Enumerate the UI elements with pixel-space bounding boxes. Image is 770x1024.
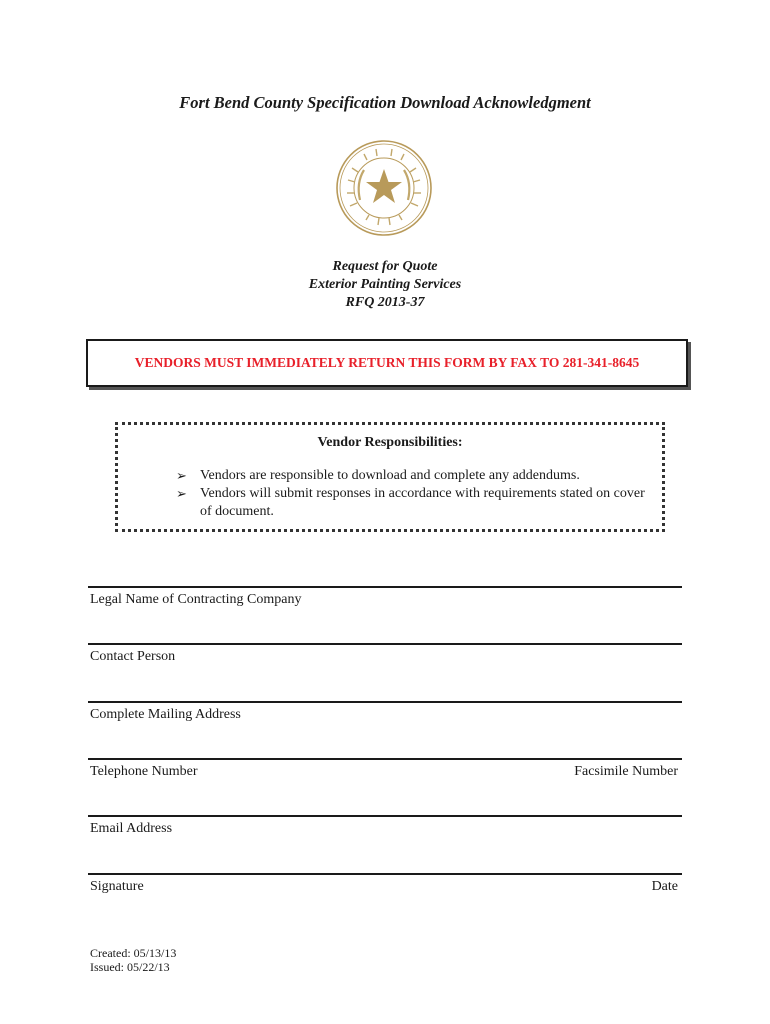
date-label: Date xyxy=(651,879,678,894)
vendor-responsibilities-box xyxy=(115,422,665,532)
list-item-text: Vendors will submit responses in accordance with requirements stated on cover of document. xyxy=(200,486,645,519)
telephone-label: Telephone Number xyxy=(90,764,198,779)
list-item-text: Vendors are responsible to download and complete any addendums. xyxy=(200,468,580,483)
list-item xyxy=(176,467,656,485)
document-title: Fort Bend County Specification Download Acknowledgment xyxy=(179,93,591,112)
arrow-bullet-icon: ➢ xyxy=(176,486,187,501)
responsibilities-heading: Vendor Responsibilities: xyxy=(317,435,463,450)
signature-label: Signature xyxy=(90,879,144,894)
rfq-service: Exterior Painting Services xyxy=(308,277,462,292)
rfq-number: RFQ 2013-37 xyxy=(345,295,425,310)
contact-person-field[interactable] xyxy=(88,643,682,664)
arrow-bullet-icon: ➢ xyxy=(176,468,187,483)
county-seal-icon xyxy=(334,138,434,238)
fax-notice-text: VENDORS MUST IMMEDIATELY RETURN THIS FORM BY FAX TO 281-341-8645 xyxy=(134,355,640,370)
created-date: Created: 05/13/13 xyxy=(90,946,177,960)
rfq-type: Request for Quote xyxy=(332,259,438,274)
issued-date: Issued: 05/22/13 xyxy=(90,960,170,974)
email-label: Email Address xyxy=(90,821,173,836)
signature-date-field[interactable] xyxy=(88,873,682,894)
legal-name-label: Legal Name of Contracting Company xyxy=(90,592,302,607)
facsimile-label: Facsimile Number xyxy=(574,764,678,779)
telephone-fax-field[interactable] xyxy=(88,758,682,779)
rfq-block xyxy=(0,258,770,312)
legal-name-field[interactable] xyxy=(88,586,682,607)
fax-notice-box xyxy=(86,339,688,387)
contact-person-label: Contact Person xyxy=(90,649,176,664)
responsibilities-list xyxy=(176,467,656,521)
list-item xyxy=(176,485,656,521)
document-footer xyxy=(90,946,176,974)
email-field[interactable] xyxy=(88,815,682,836)
mailing-address-field[interactable] xyxy=(88,701,682,722)
mailing-address-label: Complete Mailing Address xyxy=(90,707,241,722)
